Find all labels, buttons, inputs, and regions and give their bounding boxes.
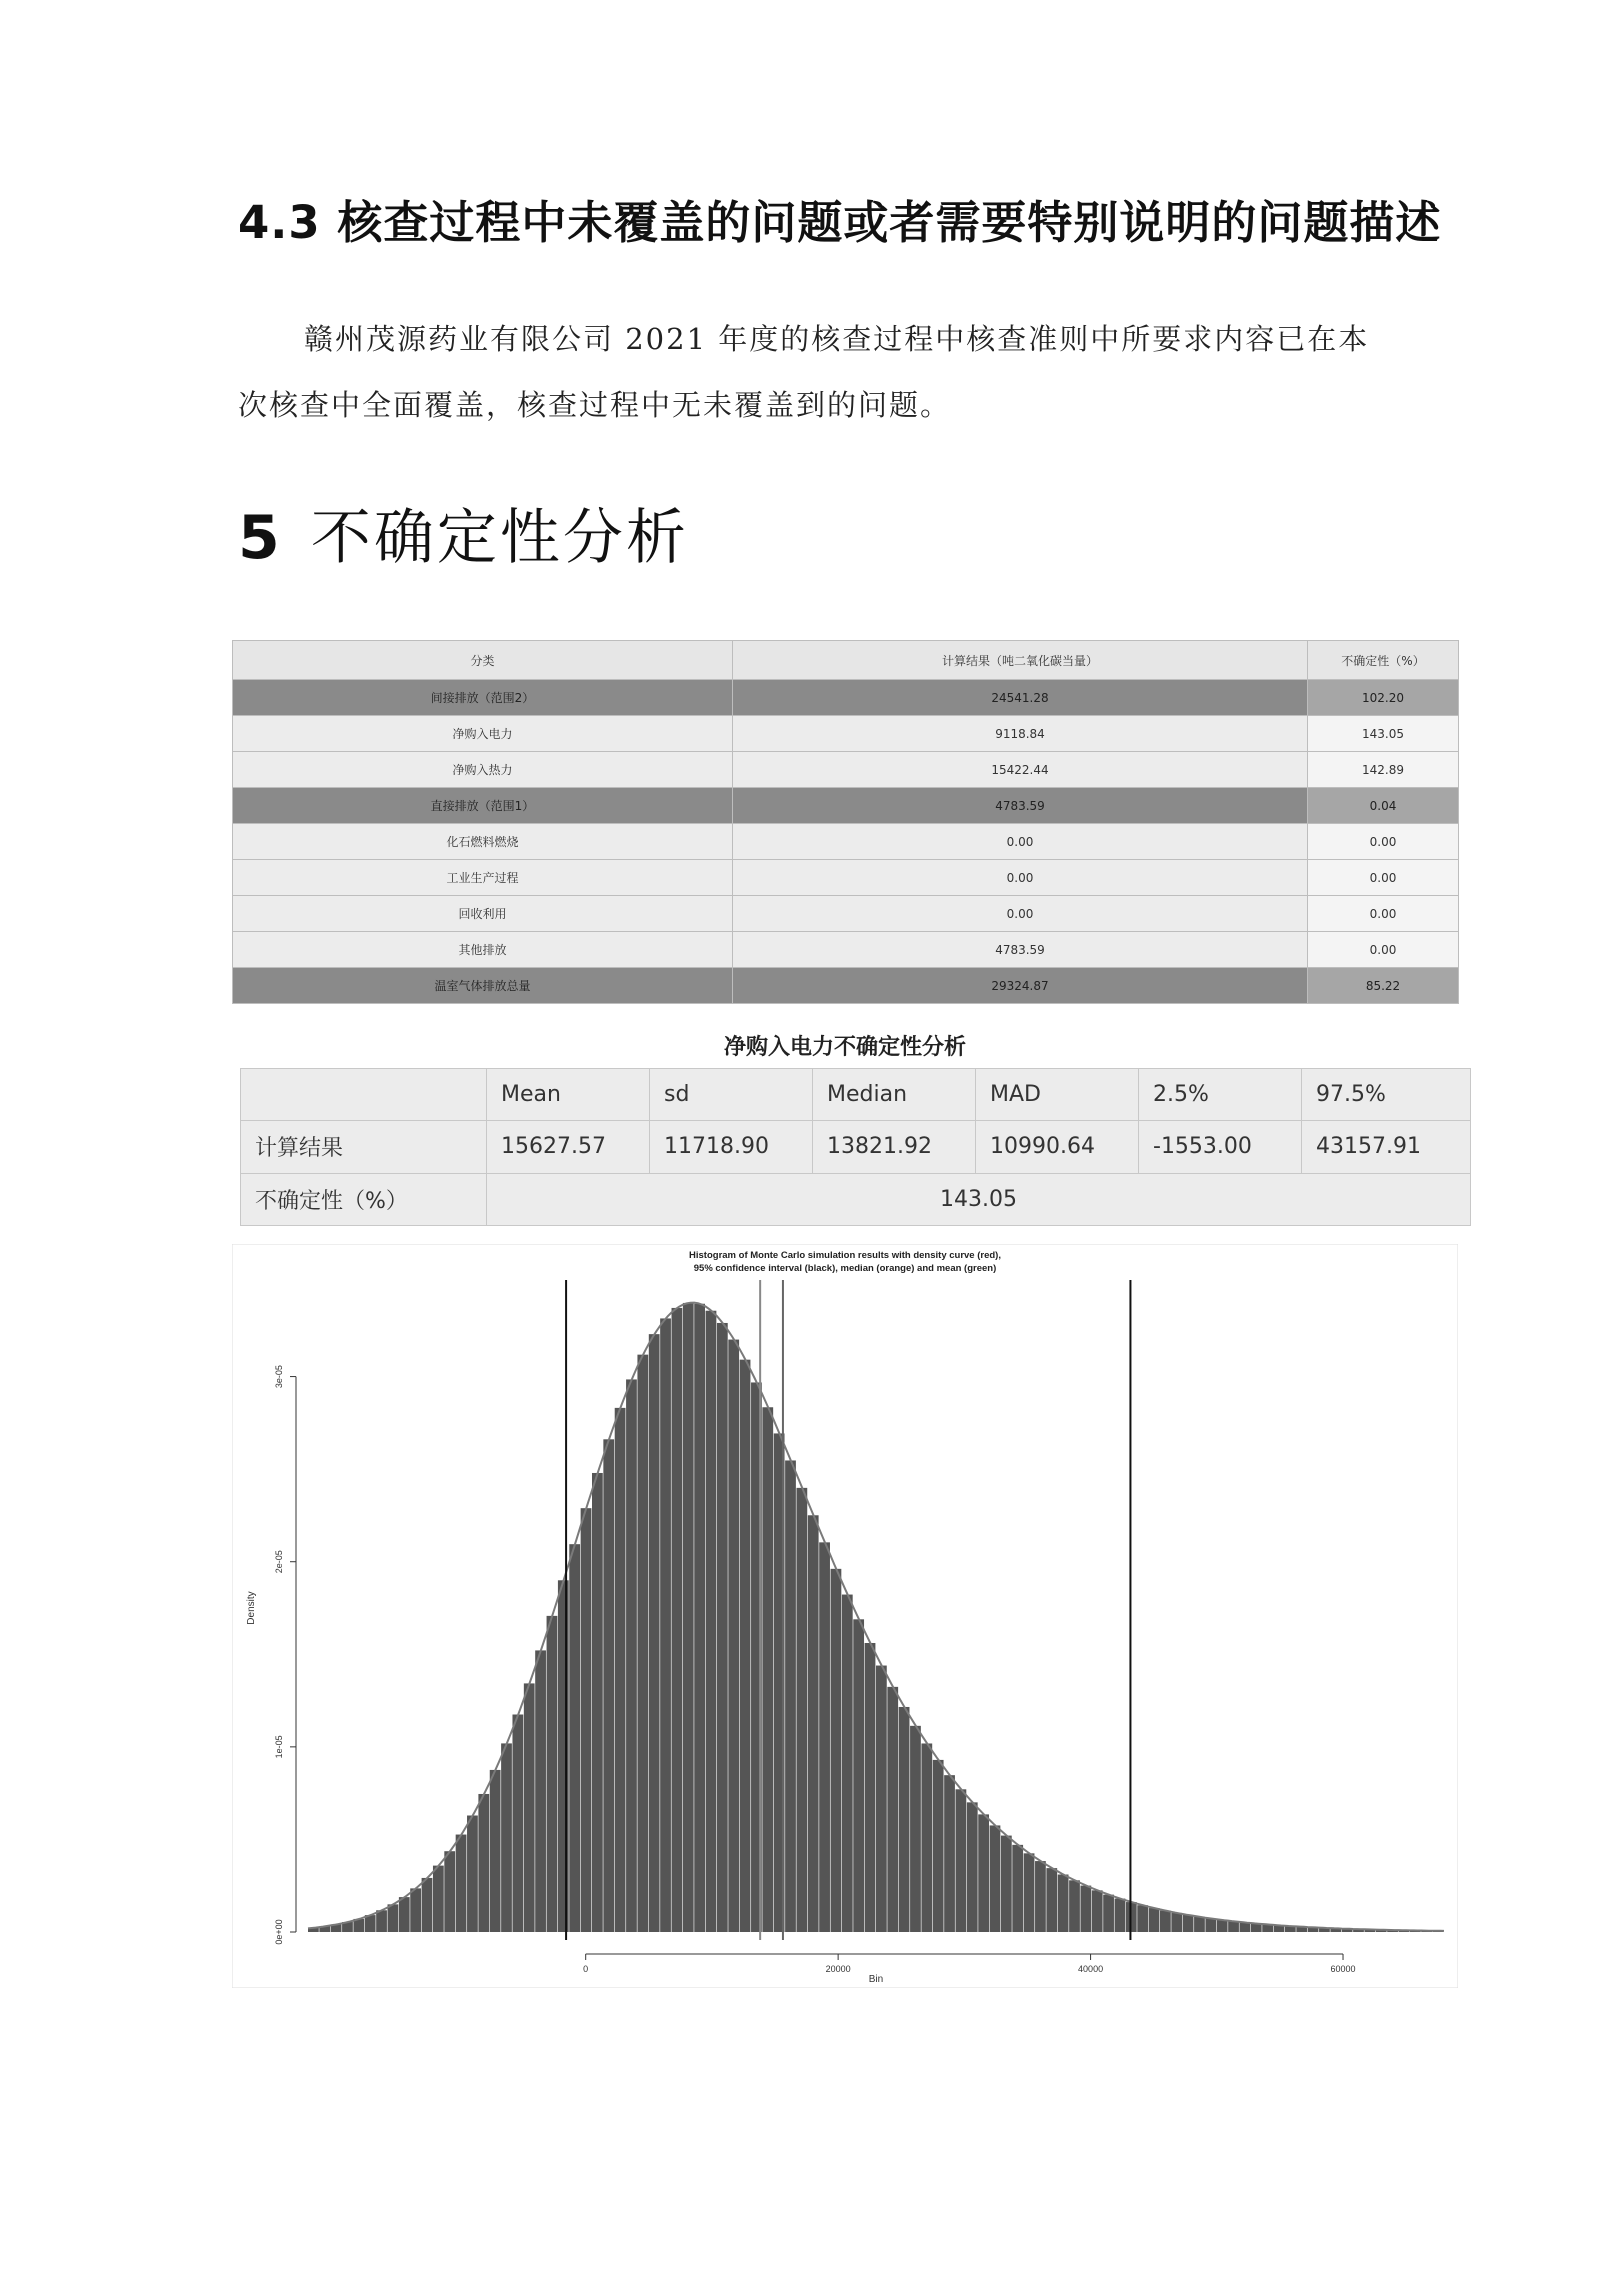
histogram-bar [1012, 1845, 1023, 1932]
histogram-bar [603, 1439, 614, 1932]
histogram-bar [853, 1619, 864, 1932]
y-tick-label: 2e-05 [274, 1550, 284, 1574]
table-header-row [233, 641, 1459, 680]
chart-title: Histogram of Monte Carlo simulation results with density curve (red), [689, 1250, 1001, 1261]
histogram-bar [831, 1569, 842, 1932]
histogram-bar [1092, 1890, 1103, 1932]
histogram-bar [1240, 1922, 1251, 1932]
histogram-bar [1035, 1861, 1046, 1932]
histogram-bar [478, 1794, 489, 1932]
x-tick-label: 60000 [1330, 1964, 1356, 1974]
histogram-bar [785, 1460, 796, 1932]
histogram-bar [626, 1379, 637, 1932]
header-2-5: 2.5% [1139, 1069, 1302, 1121]
histogram-bar [1080, 1886, 1091, 1932]
table-row [233, 752, 1459, 788]
y-axis-label: Density [246, 1591, 257, 1625]
histogram-bar [388, 1904, 399, 1932]
header-mad: MAD [976, 1069, 1139, 1121]
histogram-bar [501, 1743, 512, 1932]
x-tick-label: 0 [583, 1964, 589, 1974]
histogram-bar [524, 1683, 535, 1932]
result-median: 13821.92 [813, 1121, 976, 1173]
header-97-5: 97.5% [1302, 1069, 1471, 1121]
table-row [233, 788, 1459, 824]
table-header-row [241, 1069, 1471, 1121]
section-number: 5 [238, 503, 283, 573]
histogram-bar [910, 1726, 921, 1932]
histogram-bar [649, 1334, 660, 1932]
histogram-bar [944, 1775, 955, 1932]
row-uncertainty: 0.00 [1308, 824, 1459, 860]
histogram-bar [967, 1802, 978, 1932]
histogram-bar [535, 1650, 546, 1932]
histogram-bar [1046, 1868, 1057, 1932]
histogram-bar [728, 1340, 739, 1932]
section-5-heading [238, 490, 689, 576]
header-category: 分类 [233, 641, 733, 680]
row-uncertainty: 102.20 [1308, 680, 1459, 716]
row-result: 24541.28 [733, 680, 1308, 716]
histogram-bar [694, 1304, 705, 1932]
header-median: Median [813, 1069, 976, 1121]
chart-subtitle: 95% confidence interval (black), median (orange) and mean (green) [693, 1263, 997, 1274]
result-mad: 10990.64 [976, 1121, 1139, 1173]
histogram-bar [842, 1595, 853, 1932]
histogram-bar [956, 1789, 967, 1932]
row-result: 4783.59 [733, 932, 1308, 968]
row-category: 化石燃料燃烧 [233, 824, 733, 860]
histogram-bar [706, 1311, 717, 1932]
result-2-5: -1553.00 [1139, 1121, 1302, 1173]
histogram-bar [1058, 1875, 1069, 1932]
histogram-bar [376, 1910, 387, 1932]
result-sd: 11718.90 [650, 1121, 813, 1173]
row-category: 温室气体排放总量 [233, 968, 733, 1004]
histogram-bar [467, 1815, 478, 1932]
histogram-bar [660, 1318, 671, 1932]
corner-cell [241, 1069, 487, 1121]
uncertainty-table-title: 净购入电力不确定性分析 [723, 1035, 966, 1060]
table-row [233, 680, 1459, 716]
histogram-bar [1217, 1920, 1228, 1932]
histogram-bar [740, 1360, 751, 1932]
histogram-bar [1024, 1853, 1035, 1932]
row-uncertainty: 142.89 [1308, 752, 1459, 788]
histogram-bar [581, 1508, 592, 1932]
histogram-bar [1194, 1917, 1205, 1932]
histogram-bar [876, 1666, 887, 1932]
row-result: 0.00 [733, 896, 1308, 932]
section-title: 不确定性分析 [310, 503, 689, 573]
histogram-bar [990, 1825, 1001, 1932]
histogram-bar [683, 1303, 694, 1932]
row-uncertainty: 0.00 [1308, 932, 1459, 968]
row-category: 其他排放 [233, 932, 733, 968]
histogram-bar [569, 1544, 580, 1932]
histogram-bar [1228, 1921, 1239, 1932]
histogram-bar [717, 1323, 728, 1932]
table-row [233, 968, 1459, 1004]
histogram-bar [1103, 1895, 1114, 1932]
table-row [241, 1121, 1471, 1173]
y-tick-label: 3e-05 [274, 1365, 284, 1389]
histogram-bar [672, 1308, 683, 1932]
histogram-bar [819, 1542, 830, 1932]
row-category: 直接排放（范围1） [233, 788, 733, 824]
histogram-bar [887, 1687, 898, 1932]
table-row [241, 1173, 1471, 1225]
row-uncertainty: 0.00 [1308, 860, 1459, 896]
row-category: 间接排放（范围2） [233, 680, 733, 716]
row-uncertainty: 85.22 [1308, 968, 1459, 1004]
header-uncertainty: 不确定性（%） [1308, 641, 1459, 680]
histogram-bar [547, 1616, 558, 1932]
uncertainty-label: 不确定性（%） [241, 1173, 487, 1225]
histogram-bar [921, 1743, 932, 1932]
uncertainty-analysis-table [240, 1068, 1471, 1226]
histogram-bar [796, 1488, 807, 1932]
histogram-bar [1160, 1911, 1171, 1932]
histogram-bar [456, 1835, 467, 1932]
table-row [233, 824, 1459, 860]
histogram-bar [808, 1515, 819, 1932]
row-result: 0.00 [733, 860, 1308, 896]
row-category: 回收利用 [233, 896, 733, 932]
row-uncertainty: 0.04 [1308, 788, 1459, 824]
histogram-bar [512, 1715, 523, 1932]
header-sd: sd [650, 1069, 813, 1121]
histogram-bar [1183, 1915, 1194, 1932]
row-result: 9118.84 [733, 716, 1308, 752]
row-uncertainty: 0.00 [1308, 896, 1459, 932]
histogram-bar [1205, 1918, 1216, 1932]
histogram-bar [399, 1897, 410, 1932]
histogram-bar [762, 1407, 773, 1932]
histogram-bar [933, 1760, 944, 1932]
histogram-bar [592, 1473, 603, 1932]
row-result: 15422.44 [733, 752, 1308, 788]
paragraph-text: 赣州茂源药业有限公司 2021 年度的核查过程中核查准则中所要求内容已在本次核查中全面覆盖，核查过程中无未覆盖到的问题。 [238, 322, 1370, 422]
histogram-bar [865, 1643, 876, 1932]
y-tick-label: 0e+00 [274, 1919, 284, 1945]
y-tick-label: 1e-05 [274, 1735, 284, 1759]
header-mean: Mean [487, 1069, 650, 1121]
header-result: 计算结果（吨二氧化碳当量） [733, 641, 1308, 680]
histogram-bar [433, 1866, 444, 1932]
result-mean: 15627.57 [487, 1121, 650, 1173]
row-category: 工业生产过程 [233, 860, 733, 896]
row-category: 净购入热力 [233, 752, 733, 788]
x-axis-label: Bin [868, 1974, 884, 1985]
result-label: 计算结果 [241, 1121, 487, 1173]
histogram-bar [1115, 1899, 1126, 1932]
histogram-bar [978, 1814, 989, 1932]
table-row [233, 860, 1459, 896]
section-4-3-paragraph [238, 306, 1378, 438]
emission-summary-table [232, 640, 1459, 1004]
histogram-bar [1171, 1913, 1182, 1932]
row-result: 0.00 [733, 824, 1308, 860]
histogram-bar [365, 1915, 376, 1932]
histogram-bar [1001, 1836, 1012, 1932]
histogram-bar [444, 1851, 455, 1932]
row-result: 29324.87 [733, 968, 1308, 1004]
x-tick-label: 40000 [1078, 1964, 1104, 1974]
row-uncertainty: 143.05 [1308, 716, 1459, 752]
section-4-3-heading: 4.3 核查过程中未覆盖的问题或者需要特别说明的问题描述 [238, 196, 1442, 249]
histogram-bar [1149, 1908, 1160, 1932]
histogram-bar [615, 1408, 626, 1932]
histogram-bar [899, 1707, 910, 1932]
histogram-bar [422, 1878, 433, 1932]
histogram-bar [637, 1355, 648, 1932]
table-row [233, 716, 1459, 752]
table-row [233, 896, 1459, 932]
monte-carlo-histogram [232, 1244, 1458, 1988]
row-category: 净购入电力 [233, 716, 733, 752]
histogram-bar [1069, 1880, 1080, 1932]
histogram-bar [1137, 1905, 1148, 1932]
histogram-bar [410, 1888, 421, 1932]
uncertainty-value: 143.05 [487, 1173, 1471, 1225]
result-97-5: 43157.91 [1302, 1121, 1471, 1173]
x-tick-label: 20000 [825, 1964, 851, 1974]
histogram-bar [490, 1770, 501, 1932]
table-row [233, 932, 1459, 968]
row-result: 4783.59 [733, 788, 1308, 824]
